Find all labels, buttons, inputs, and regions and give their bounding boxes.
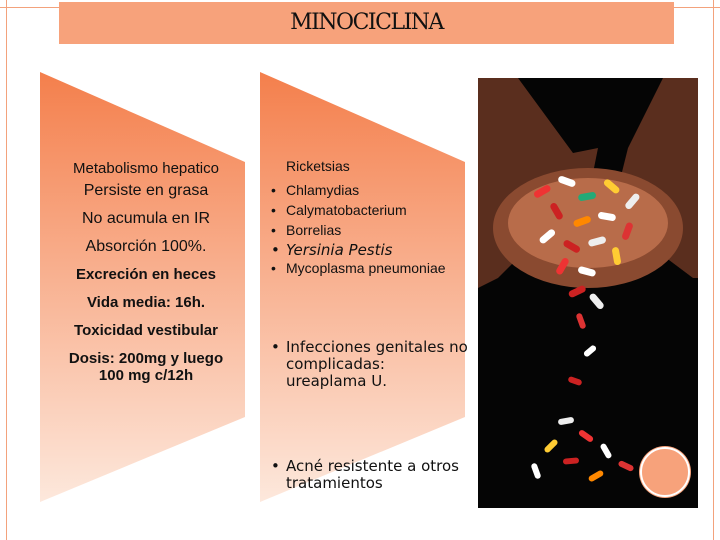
bullet-acne: • Acné resistente a otros tratamientos	[268, 458, 468, 492]
property-fat: Persiste en grasa	[83, 182, 209, 199]
property-excretion: Excreción en heces	[75, 266, 217, 283]
bullet-calymatobacterium: • Calymatobacterium	[268, 200, 468, 220]
property-toxicity: Toxicidad vestibular	[74, 322, 218, 339]
property-half-life: Vida media: 16h.	[86, 294, 206, 311]
property-renal: No acumula en IR	[81, 210, 211, 227]
bullet-mycoplasma: • Mycoplasma pneumoniae	[268, 260, 468, 277]
property-absorption: Absorción 100%.	[85, 238, 207, 255]
frame-line-left	[6, 0, 7, 540]
bullet-infections: • Infecciones genitales no complicadas: ureaplama U.	[268, 339, 468, 390]
bullet-borrelias: • Borrelias	[268, 220, 468, 240]
bullet-yersinia: • Yersinia Pestis	[268, 240, 468, 260]
pills-photo	[478, 78, 698, 508]
properties-list	[55, 160, 237, 384]
decorative-circle	[640, 447, 690, 497]
title-bar	[59, 2, 674, 44]
bullet-chlamydias: • Chlamydias	[268, 180, 468, 200]
frame-line-right	[713, 0, 714, 540]
property-dose: Dosis: 200mg y luego 100 mg c/12h	[68, 350, 224, 384]
slide-title: MINOCICLINA	[290, 10, 443, 35]
property-metabolism: Metabolismo hepatico	[73, 160, 219, 177]
indications-list	[268, 158, 468, 492]
indication-heading: Ricketsias	[286, 158, 350, 174]
